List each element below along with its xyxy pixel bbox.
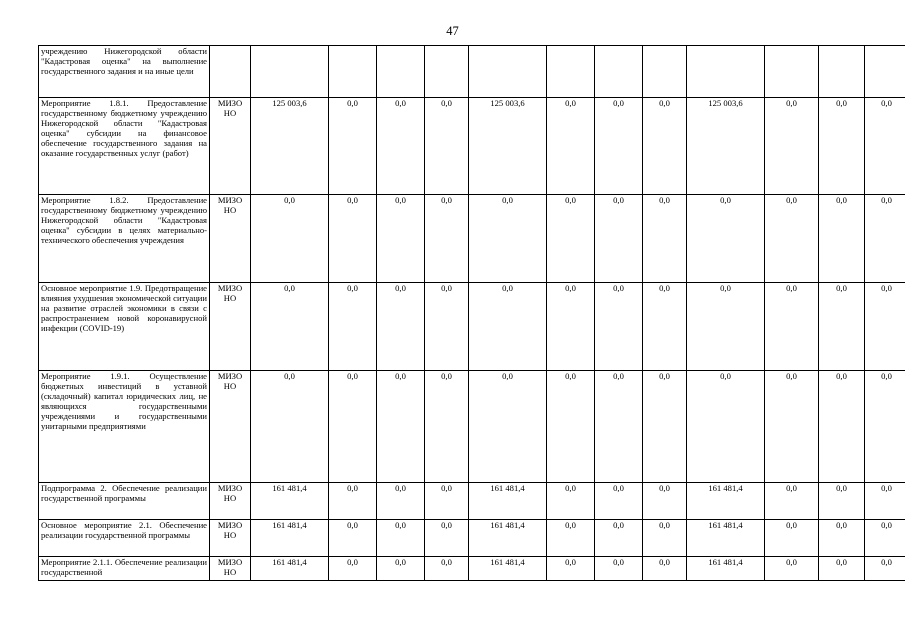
- table-row: [39, 483, 905, 520]
- cell-value: 0,0: [251, 371, 329, 483]
- cell-value: 0,0: [643, 557, 687, 581]
- cell-value: 0,0: [819, 371, 865, 483]
- row-description: Основное мероприятие 2.1. Обеспечение реализации государственной программы: [39, 520, 210, 557]
- cell-value: 161 481,4: [469, 483, 547, 520]
- cell-value: 0,0: [819, 520, 865, 557]
- cell-value: 0,0: [643, 283, 687, 371]
- cell-value: 125 003,6: [251, 98, 329, 195]
- cell-value: 0,0: [425, 520, 469, 557]
- row-description: Мероприятие 1.8.2. Предоставление государственному бюджетному учреждению Нижегородской области "Кадастровая оценка" субсидии в целях материально-технического обеспечения учреждения: [39, 195, 210, 283]
- row-description: учреждению Нижегородской области "Кадастровая оценка" на выполнение государственного задания и на иные цели: [39, 46, 210, 98]
- row-description: Мероприятие 1.9.1. Осуществление бюджетных инвестиций в уставной (складочный) капитал юридических лиц, не являющихся государственными учреждениями и государственными унитарными предприятиями: [39, 371, 210, 483]
- table-row: [39, 283, 905, 371]
- row-description: Мероприятие 1.8.1. Предоставление государственному бюджетному учреждению Нижегородской области "Кадастровая оценка" субсидии на финансовое обеспечение государственного задания на оказание государственных услуг (работ): [39, 98, 210, 195]
- cell-value: 0,0: [765, 98, 819, 195]
- cell-value: 0,0: [643, 483, 687, 520]
- cell-value: 0,0: [865, 195, 905, 283]
- cell-value: [687, 46, 765, 98]
- cell-value: [377, 46, 425, 98]
- cell-value: 0,0: [251, 283, 329, 371]
- cell-value: 0,0: [425, 283, 469, 371]
- cell-value: [865, 46, 905, 98]
- cell-value: [765, 46, 819, 98]
- table-row: [39, 520, 905, 557]
- cell-value: 0,0: [547, 520, 595, 557]
- row-description: Основное мероприятие 1.9. Предотвращение влияния ухудшения экономической ситуации на развитие отраслей экономики в связи с распространением новой коронавирусной инфекции (COVID-19): [39, 283, 210, 371]
- cell-value: 0,0: [329, 98, 377, 195]
- cell-value: 0,0: [765, 557, 819, 581]
- cell-value: 0,0: [819, 195, 865, 283]
- cell-value: 0,0: [425, 371, 469, 483]
- cell-value: 0,0: [687, 195, 765, 283]
- cell-value: 0,0: [595, 483, 643, 520]
- cell-value: 0,0: [865, 557, 905, 581]
- cell-value: 125 003,6: [469, 98, 547, 195]
- cell-value: 0,0: [595, 195, 643, 283]
- cell-value: 0,0: [687, 283, 765, 371]
- cell-value: 0,0: [377, 283, 425, 371]
- cell-value: 0,0: [547, 557, 595, 581]
- cell-value: 0,0: [425, 195, 469, 283]
- cell-value: 0,0: [377, 98, 425, 195]
- cell-value: 0,0: [819, 283, 865, 371]
- row-executor: МИЗО НО: [210, 98, 251, 195]
- cell-value: 0,0: [329, 283, 377, 371]
- cell-value: 0,0: [595, 98, 643, 195]
- cell-value: [643, 46, 687, 98]
- cell-value: 0,0: [865, 520, 905, 557]
- cell-value: 0,0: [643, 371, 687, 483]
- cell-value: 0,0: [865, 98, 905, 195]
- cell-value: 161 481,4: [687, 483, 765, 520]
- table-row: [39, 98, 905, 195]
- cell-value: 0,0: [469, 195, 547, 283]
- cell-value: 0,0: [469, 283, 547, 371]
- cell-value: 0,0: [547, 98, 595, 195]
- cell-value: 0,0: [643, 195, 687, 283]
- cell-value: 0,0: [595, 371, 643, 483]
- cell-value: [595, 46, 643, 98]
- cell-value: [469, 46, 547, 98]
- cell-value: 0,0: [765, 283, 819, 371]
- row-executor: МИЗО НО: [210, 483, 251, 520]
- cell-value: 0,0: [819, 483, 865, 520]
- cell-value: 0,0: [819, 98, 865, 195]
- cell-value: 161 481,4: [469, 557, 547, 581]
- cell-value: 0,0: [547, 371, 595, 483]
- row-executor: МИЗО НО: [210, 283, 251, 371]
- cell-value: 161 481,4: [687, 520, 765, 557]
- cell-value: 0,0: [865, 483, 905, 520]
- cell-value: 0,0: [547, 195, 595, 283]
- cell-value: 161 481,4: [251, 483, 329, 520]
- cell-value: 0,0: [425, 557, 469, 581]
- row-executor: [210, 46, 251, 98]
- cell-value: 0,0: [329, 195, 377, 283]
- cell-value: 0,0: [377, 195, 425, 283]
- cell-value: 161 481,4: [687, 557, 765, 581]
- row-executor: МИЗО НО: [210, 371, 251, 483]
- row-description: Подпрограмма 2. Обеспечение реализации государственной программы: [39, 483, 210, 520]
- cell-value: [329, 46, 377, 98]
- cell-value: 0,0: [865, 283, 905, 371]
- cell-value: [819, 46, 865, 98]
- table-row: [39, 557, 905, 581]
- cell-value: 0,0: [425, 483, 469, 520]
- cell-value: 0,0: [765, 483, 819, 520]
- budget-table: [38, 45, 905, 581]
- table-row: [39, 46, 905, 98]
- cell-value: 0,0: [765, 195, 819, 283]
- cell-value: 0,0: [377, 520, 425, 557]
- cell-value: 0,0: [377, 483, 425, 520]
- cell-value: 125 003,6: [687, 98, 765, 195]
- cell-value: 161 481,4: [469, 520, 547, 557]
- cell-value: 0,0: [643, 98, 687, 195]
- cell-value: 0,0: [329, 520, 377, 557]
- cell-value: 161 481,4: [251, 520, 329, 557]
- cell-value: 0,0: [329, 557, 377, 581]
- cell-value: 0,0: [765, 520, 819, 557]
- cell-value: 0,0: [425, 98, 469, 195]
- cell-value: 0,0: [547, 483, 595, 520]
- cell-value: 0,0: [329, 371, 377, 483]
- cell-value: 0,0: [819, 557, 865, 581]
- row-executor: МИЗО НО: [210, 520, 251, 557]
- table-row: [39, 195, 905, 283]
- cell-value: 0,0: [595, 520, 643, 557]
- cell-value: 0,0: [595, 283, 643, 371]
- cell-value: 0,0: [377, 557, 425, 581]
- cell-value: 0,0: [251, 195, 329, 283]
- row-executor: МИЗО НО: [210, 195, 251, 283]
- cell-value: 0,0: [377, 371, 425, 483]
- page-number: 47: [446, 24, 459, 38]
- cell-value: 0,0: [865, 371, 905, 483]
- table-row: [39, 371, 905, 483]
- cell-value: 0,0: [643, 520, 687, 557]
- row-description: Мероприятие 2.1.1. Обеспечение реализации государственной: [39, 557, 210, 581]
- cell-value: [547, 46, 595, 98]
- row-executor: МИЗО НО: [210, 557, 251, 581]
- cell-value: [425, 46, 469, 98]
- cell-value: 0,0: [469, 371, 547, 483]
- cell-value: [251, 46, 329, 98]
- cell-value: 0,0: [547, 283, 595, 371]
- cell-value: 0,0: [765, 371, 819, 483]
- cell-value: 0,0: [687, 371, 765, 483]
- cell-value: 161 481,4: [251, 557, 329, 581]
- cell-value: 0,0: [329, 483, 377, 520]
- cell-value: 0,0: [595, 557, 643, 581]
